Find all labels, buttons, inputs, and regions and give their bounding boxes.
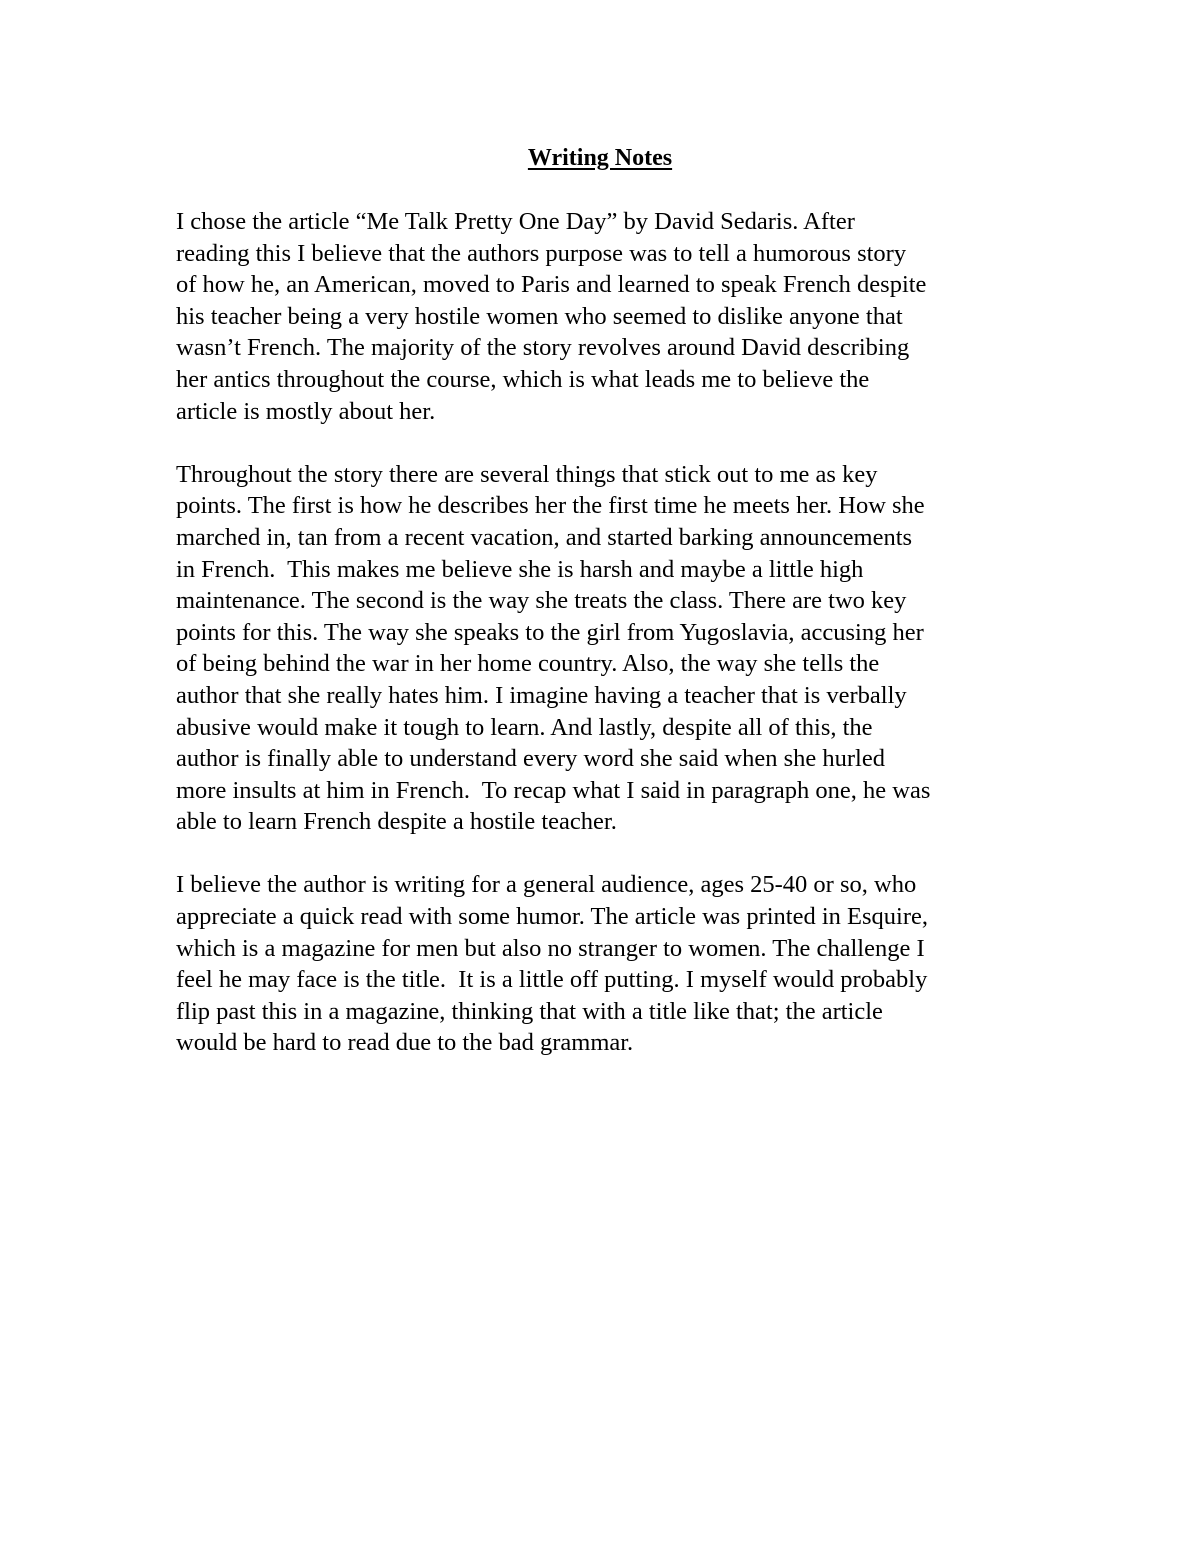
paragraph-gap	[176, 838, 1036, 870]
text-line: his teacher being a very hostile women who seemed to dislike anyone that	[176, 302, 903, 330]
text-line: flip past this in a magazine, thinking that with a title like that; the article	[176, 997, 883, 1025]
paragraph-gap	[176, 427, 1036, 459]
text-line: feel he may face is the title. It is a little off putting. I myself would probably	[176, 966, 928, 994]
document-title: Writing Notes	[527, 145, 673, 171]
text-line: points. The first is how he describes her the first time he meets her. How she	[176, 492, 925, 520]
paragraph-3	[176, 869, 1036, 1059]
text-line: marched in, tan from a recent vacation, and started barking announcements	[176, 523, 913, 551]
paragraph-2	[176, 459, 1036, 838]
text-line: author that she really hates him. I imagine having a teacher that is verbally	[176, 681, 907, 709]
text-line: able to learn French despite a hostile teacher.	[176, 808, 617, 836]
text-line: I believe the author is writing for a general audience, ages 25-40 or so, who	[176, 871, 917, 899]
document-body	[176, 206, 1036, 1059]
text-line: in French. This makes me believe she is harsh and maybe a little high	[176, 555, 864, 583]
text-line: would be hard to read due to the bad grammar.	[176, 1029, 634, 1057]
text-line: appreciate a quick read with some humor. The article was printed in Esquire,	[176, 903, 928, 931]
paragraph-1	[176, 206, 1036, 427]
text-line: reading this I believe that the authors purpose was to tell a humorous story	[176, 239, 907, 267]
text-line: I chose the article “Me Talk Pretty One Day” by David Sedaris. After	[176, 208, 855, 235]
text-line: points for this. The way she speaks to the girl from Yugoslavia, accusing her	[176, 618, 924, 646]
text-line: Throughout the story there are several things that stick out to me as key	[176, 460, 878, 488]
text-line: abusive would make it tough to learn. And lastly, despite all of this, the	[176, 713, 873, 741]
text-line: of being behind the war in her home country. Also, the way she tells the	[176, 650, 880, 678]
text-line: which is a magazine for men but also no stranger to women. The challenge I	[176, 934, 925, 962]
text-line: maintenance. The second is the way she treats the class. There are two key	[176, 587, 907, 615]
text-line: author is finally able to understand every word she said when she hurled	[176, 745, 885, 773]
text-line: article is mostly about her.	[176, 397, 436, 425]
text-line: of how he, an American, moved to Paris and learned to speak French despite	[176, 271, 927, 299]
text-line: more insults at him in French. To recap what I said in paragraph one, he was	[176, 776, 931, 804]
text-line: wasn’t French. The majority of the story revolves around David describing	[176, 334, 910, 362]
text-line: her antics throughout the course, which is what leads me to believe the	[176, 365, 870, 393]
